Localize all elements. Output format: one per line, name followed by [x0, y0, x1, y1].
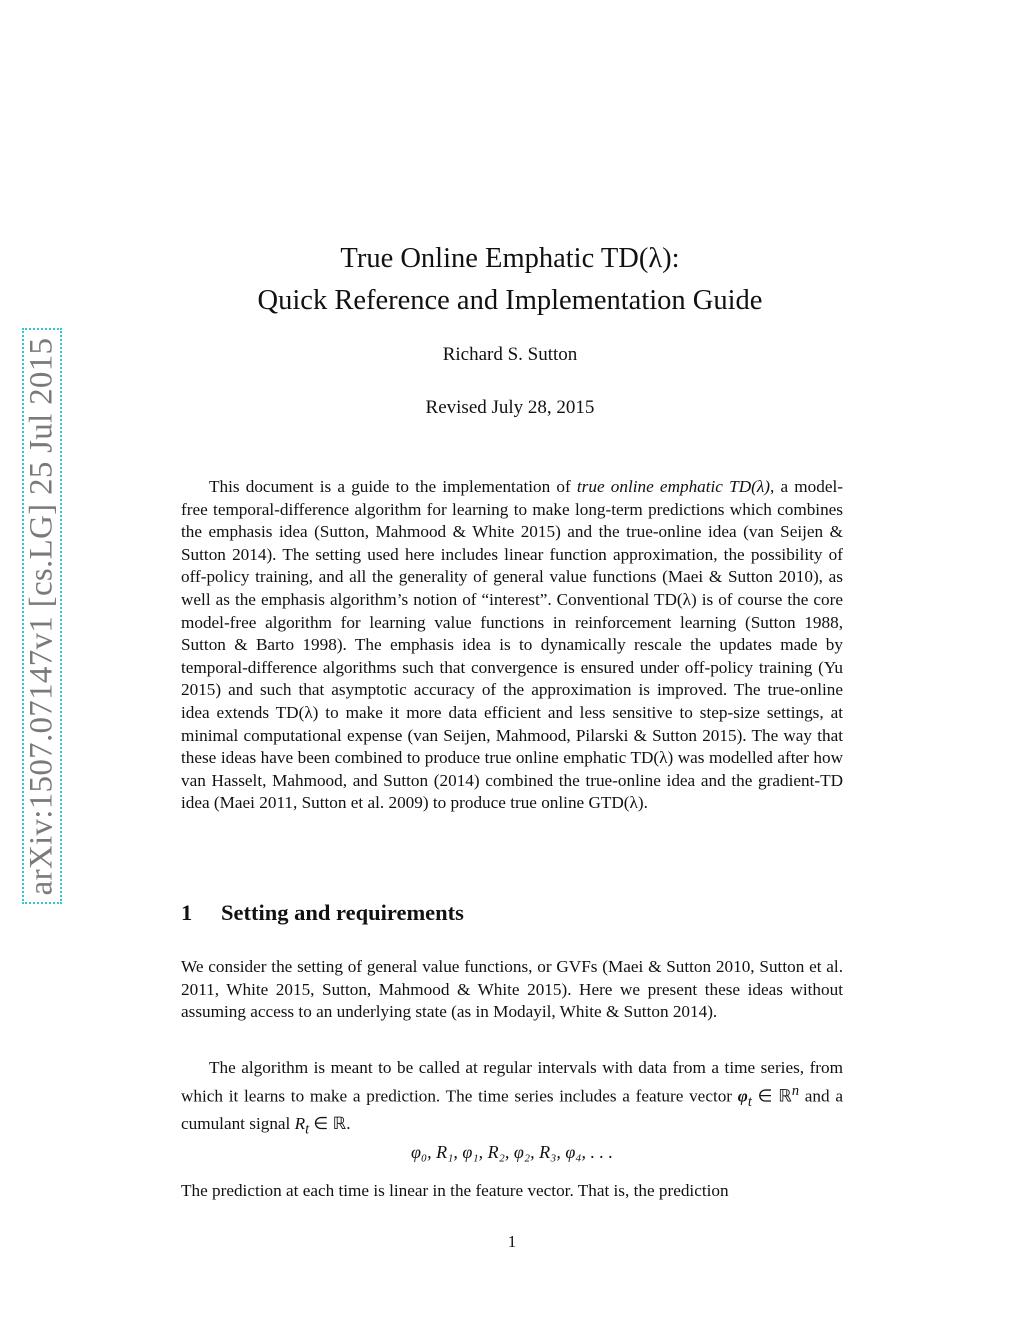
in-reals: ∈ ℝ	[751, 1086, 792, 1106]
abstract-text-rest: , a model-free temporal-difference algorithm for learning to make long-term predictions which combines the emphasis idea (Sutton, Mahmood & White 2015) and the true-online idea (van Seijen & Sutton 2014). The setting used here includes linear function approximation, the possibility of off-policy training, and all the generality of general value functions (Maei & Sutton 2010), as well as the emphasis algorithm’s notion of “interest”. Conventional TD(λ) is of course the core model-free algorithm for learning value functions in reinforcement learning (Sutton 1988, Sutton & Barto 1998). The emphasis idea is to dynamically rescale the updates made by temporal-difference algorithms such that convergence is ensured under off-policy training (Yu 2015) and such that asymptotic accuracy of the approximation is improved. The true-online idea extends TD(λ) to make it more data efficient and less sensitive to step-size settings, at minimal computational expense (van Seijen, Mahmood, Pilarski & Sutton 2015). The way that these ideas have been combined to produce true online emphatic TD(λ) was modelled after how van Hasselt, Mahmood, and Sutton (2014) combined the true-online idea and the gradient-TD idea (Maei 2011, Sutton et al. 2009) to produce true online GTD(λ).	[181, 477, 843, 813]
revision-date: Revised July 28, 2015	[425, 397, 595, 418]
abstract-italic-term: true online emphatic TD(λ)	[576, 477, 770, 496]
section-paragraph-2	[181, 1057, 843, 1141]
reals-superscript: n	[791, 1082, 800, 1099]
time-series-equation: φ₀, R₁, φ₁, R₂, φ₂, R₃, φ₄, . . .	[410, 1142, 614, 1162]
phi-subscript: t	[747, 1093, 752, 1110]
abstract	[181, 476, 843, 815]
section-heading	[181, 900, 464, 926]
cumulant-subscript: t	[305, 1121, 310, 1138]
section-paragraph-1: We consider the setting of general value functions, or GVFs (Maei & Sutton 2010, Sutton et al. 2011, White 2015, Sutton, Mahmood & White 2015). Here we present these ideas without assuming access to an underlying state (as in Modayil, White & Sutton 2014).	[181, 957, 843, 1022]
para2-end: ∈ ℝ.	[309, 1114, 351, 1134]
cumulant-symbol: R	[294, 1114, 306, 1134]
author-name: Richard S. Sutton	[442, 344, 578, 365]
para2-text: The algorithm is meant to be called at regular intervals with data from a time series, from which it learns to make a prediction. The time series includes a feature vector	[181, 1058, 843, 1106]
section-number: 1	[181, 900, 193, 925]
section-title: Setting and requirements	[221, 900, 464, 925]
phi-symbol: φ	[737, 1086, 748, 1106]
para2-mid: and a cumulant signal	[181, 1086, 843, 1134]
section-paragraph-3: The prediction at each time is linear in the feature vector. That is, the prediction	[181, 1181, 729, 1200]
title-line-2: Quick Reference and Implementation Guide	[257, 285, 763, 316]
page-number: 1	[507, 1232, 517, 1251]
abstract-text-start: This document is a guide to the implementation of	[209, 477, 577, 496]
arxiv-identifier: arXiv:1507.07147v1 [cs.LG] 25 Jul 2015	[23, 337, 60, 895]
arxiv-stamp	[22, 328, 62, 904]
title-line-1: True Online Emphatic TD(λ):	[340, 243, 680, 274]
paper-title	[160, 238, 860, 322]
